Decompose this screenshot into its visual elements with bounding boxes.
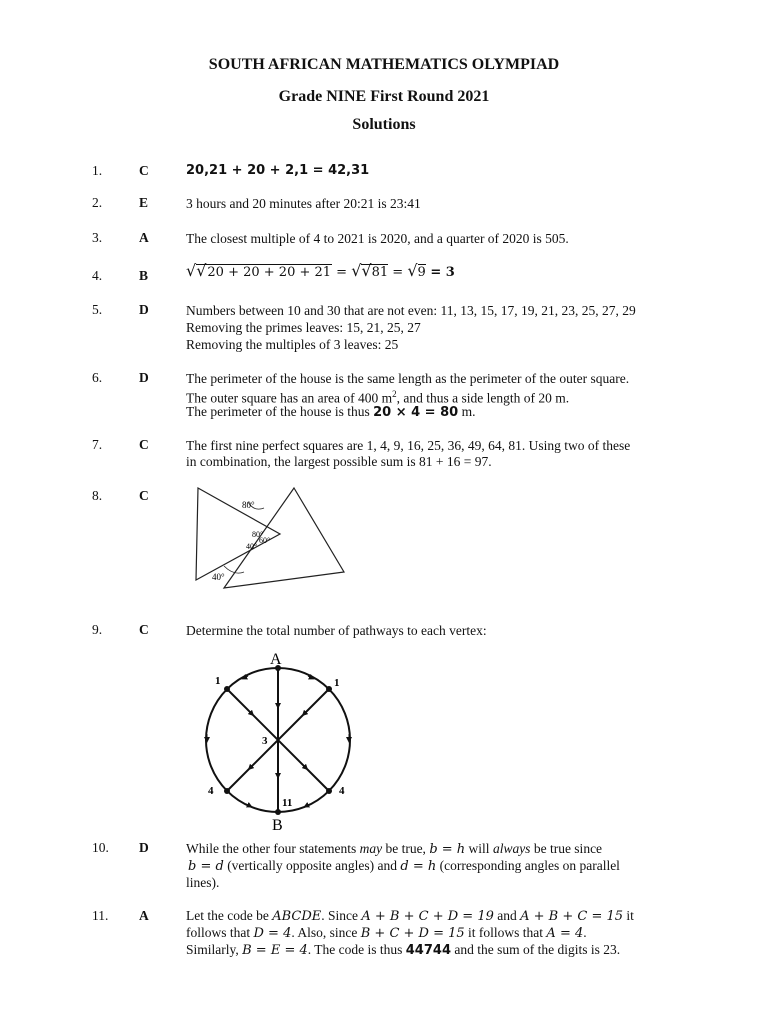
count-label: 1 bbox=[334, 677, 340, 689]
item-answer: C bbox=[139, 622, 149, 637]
item-answer: C bbox=[139, 488, 149, 503]
item-11-line-1: Let the code be ABCDE. Since A + B + C + D = 19 and A + B + C = 15 it bbox=[186, 908, 634, 924]
item-7-line-1: The first nine perfect squares are 1, 4, 9, 16, 25, 36, 49, 64, 81. Using two of these bbox=[186, 438, 631, 453]
count-label: 3 bbox=[262, 735, 268, 747]
graph-vertex bbox=[275, 809, 281, 815]
item-6-line-3: The perimeter of the house is thus 20 × 4 = 80 m. bbox=[186, 404, 476, 420]
item-number: 2. bbox=[92, 195, 103, 210]
item-number: 6. bbox=[92, 370, 103, 385]
item-11-line-3: Similarly, B = E = 4. The code is thus 44744 and the sum of the digits is 23. bbox=[186, 942, 621, 958]
item-answer: C bbox=[139, 163, 149, 178]
item-9-line-1: Determine the total number of pathways to each vertex: bbox=[186, 623, 487, 638]
page-title: SOUTH AFRICAN MATHEMATICS OLYMPIAD bbox=[208, 56, 560, 73]
item-2-solution: 3 hours and 20 minutes after 20:21 is 23:41 bbox=[186, 196, 421, 211]
angle-label: 60° bbox=[259, 536, 271, 545]
item-11-line-2: follows that D = 4. Also, since B + C + D = 15 it follows that A = 4. bbox=[186, 925, 587, 941]
item-number: 7. bbox=[92, 437, 103, 452]
page-subtitle: Grade NINE First Round 2021 bbox=[278, 88, 490, 105]
item-answer: C bbox=[139, 437, 149, 452]
angle-label: 80° bbox=[242, 500, 255, 510]
item-5-line-3: Removing the multiples of 3 leaves: 25 bbox=[186, 337, 399, 352]
angle-label: 40° bbox=[212, 572, 225, 582]
item-number: 3. bbox=[92, 230, 103, 245]
item-answer: B bbox=[139, 268, 149, 283]
item-number: 5. bbox=[92, 302, 103, 317]
item-4-solution: √√20 + 20 + 20 + 21 = √√81 = √9 = 3 bbox=[186, 261, 455, 280]
item-number: 11. bbox=[92, 908, 109, 923]
item-7-line-2: in combination, the largest possible sum is 81 + 16 = 97. bbox=[186, 454, 492, 469]
item-answer: D bbox=[139, 370, 149, 385]
section-title: Solutions bbox=[352, 116, 416, 133]
item-10-line-2: b = d (vertically opposite angles) and d = h (corresponding angles on parallel bbox=[188, 858, 620, 874]
count-label: 11 bbox=[282, 797, 293, 809]
item-answer: D bbox=[139, 302, 149, 317]
angle-arc bbox=[224, 566, 244, 573]
item-number: 4. bbox=[92, 268, 103, 283]
item-number: 8. bbox=[92, 488, 103, 503]
count-label: 4 bbox=[208, 785, 214, 797]
item-5-line-2: Removing the primes leaves: 15, 21, 25, 27 bbox=[186, 320, 421, 335]
graph-vertex bbox=[326, 788, 332, 794]
item-6-line-1: The perimeter of the house is the same length as the perimeter of the outer square. bbox=[186, 371, 630, 386]
item-10-line-1: While the other four statements may be true, b = h will always be true since bbox=[186, 841, 603, 857]
graph-vertex bbox=[224, 686, 230, 692]
item-number: 1. bbox=[92, 163, 103, 178]
graph-vertex bbox=[326, 686, 332, 692]
item-6-line-2: The outer square has an area of 400 $m^2$, and thus a side length of 20 m. bbox=[186, 389, 570, 406]
item-10-line-3: lines). bbox=[186, 875, 220, 890]
item-5-line-1: Numbers between 10 and 30 that are not even: 11, 13, 15, 17, 19, 21, 23, 25, 27, 29 bbox=[186, 303, 636, 318]
vertex-label-a: A bbox=[270, 651, 282, 668]
item-answer: D bbox=[139, 840, 149, 855]
item-answer: A bbox=[139, 908, 149, 923]
item-number: 10. bbox=[92, 840, 109, 855]
triangles-figure bbox=[186, 482, 362, 594]
left-triangle bbox=[196, 488, 280, 580]
item-answer: A bbox=[139, 230, 149, 245]
item-3-solution: The closest multiple of 4 to 2021 is 2020, and a quarter of 2020 is 505. bbox=[186, 231, 569, 246]
item-1-solution: 20,21 + 20 + 2,1 = 42,31 bbox=[186, 163, 370, 178]
graph-vertex bbox=[224, 788, 230, 794]
item-number: 9. bbox=[92, 622, 103, 637]
pathway-graph bbox=[196, 648, 366, 832]
angle-label: 40° bbox=[246, 542, 258, 551]
count-label: 4 bbox=[339, 785, 345, 797]
vertex-label-b: B bbox=[272, 817, 283, 832]
count-label: 1 bbox=[215, 675, 221, 687]
angle-label: 80° bbox=[252, 530, 264, 539]
item-answer: E bbox=[139, 195, 149, 210]
